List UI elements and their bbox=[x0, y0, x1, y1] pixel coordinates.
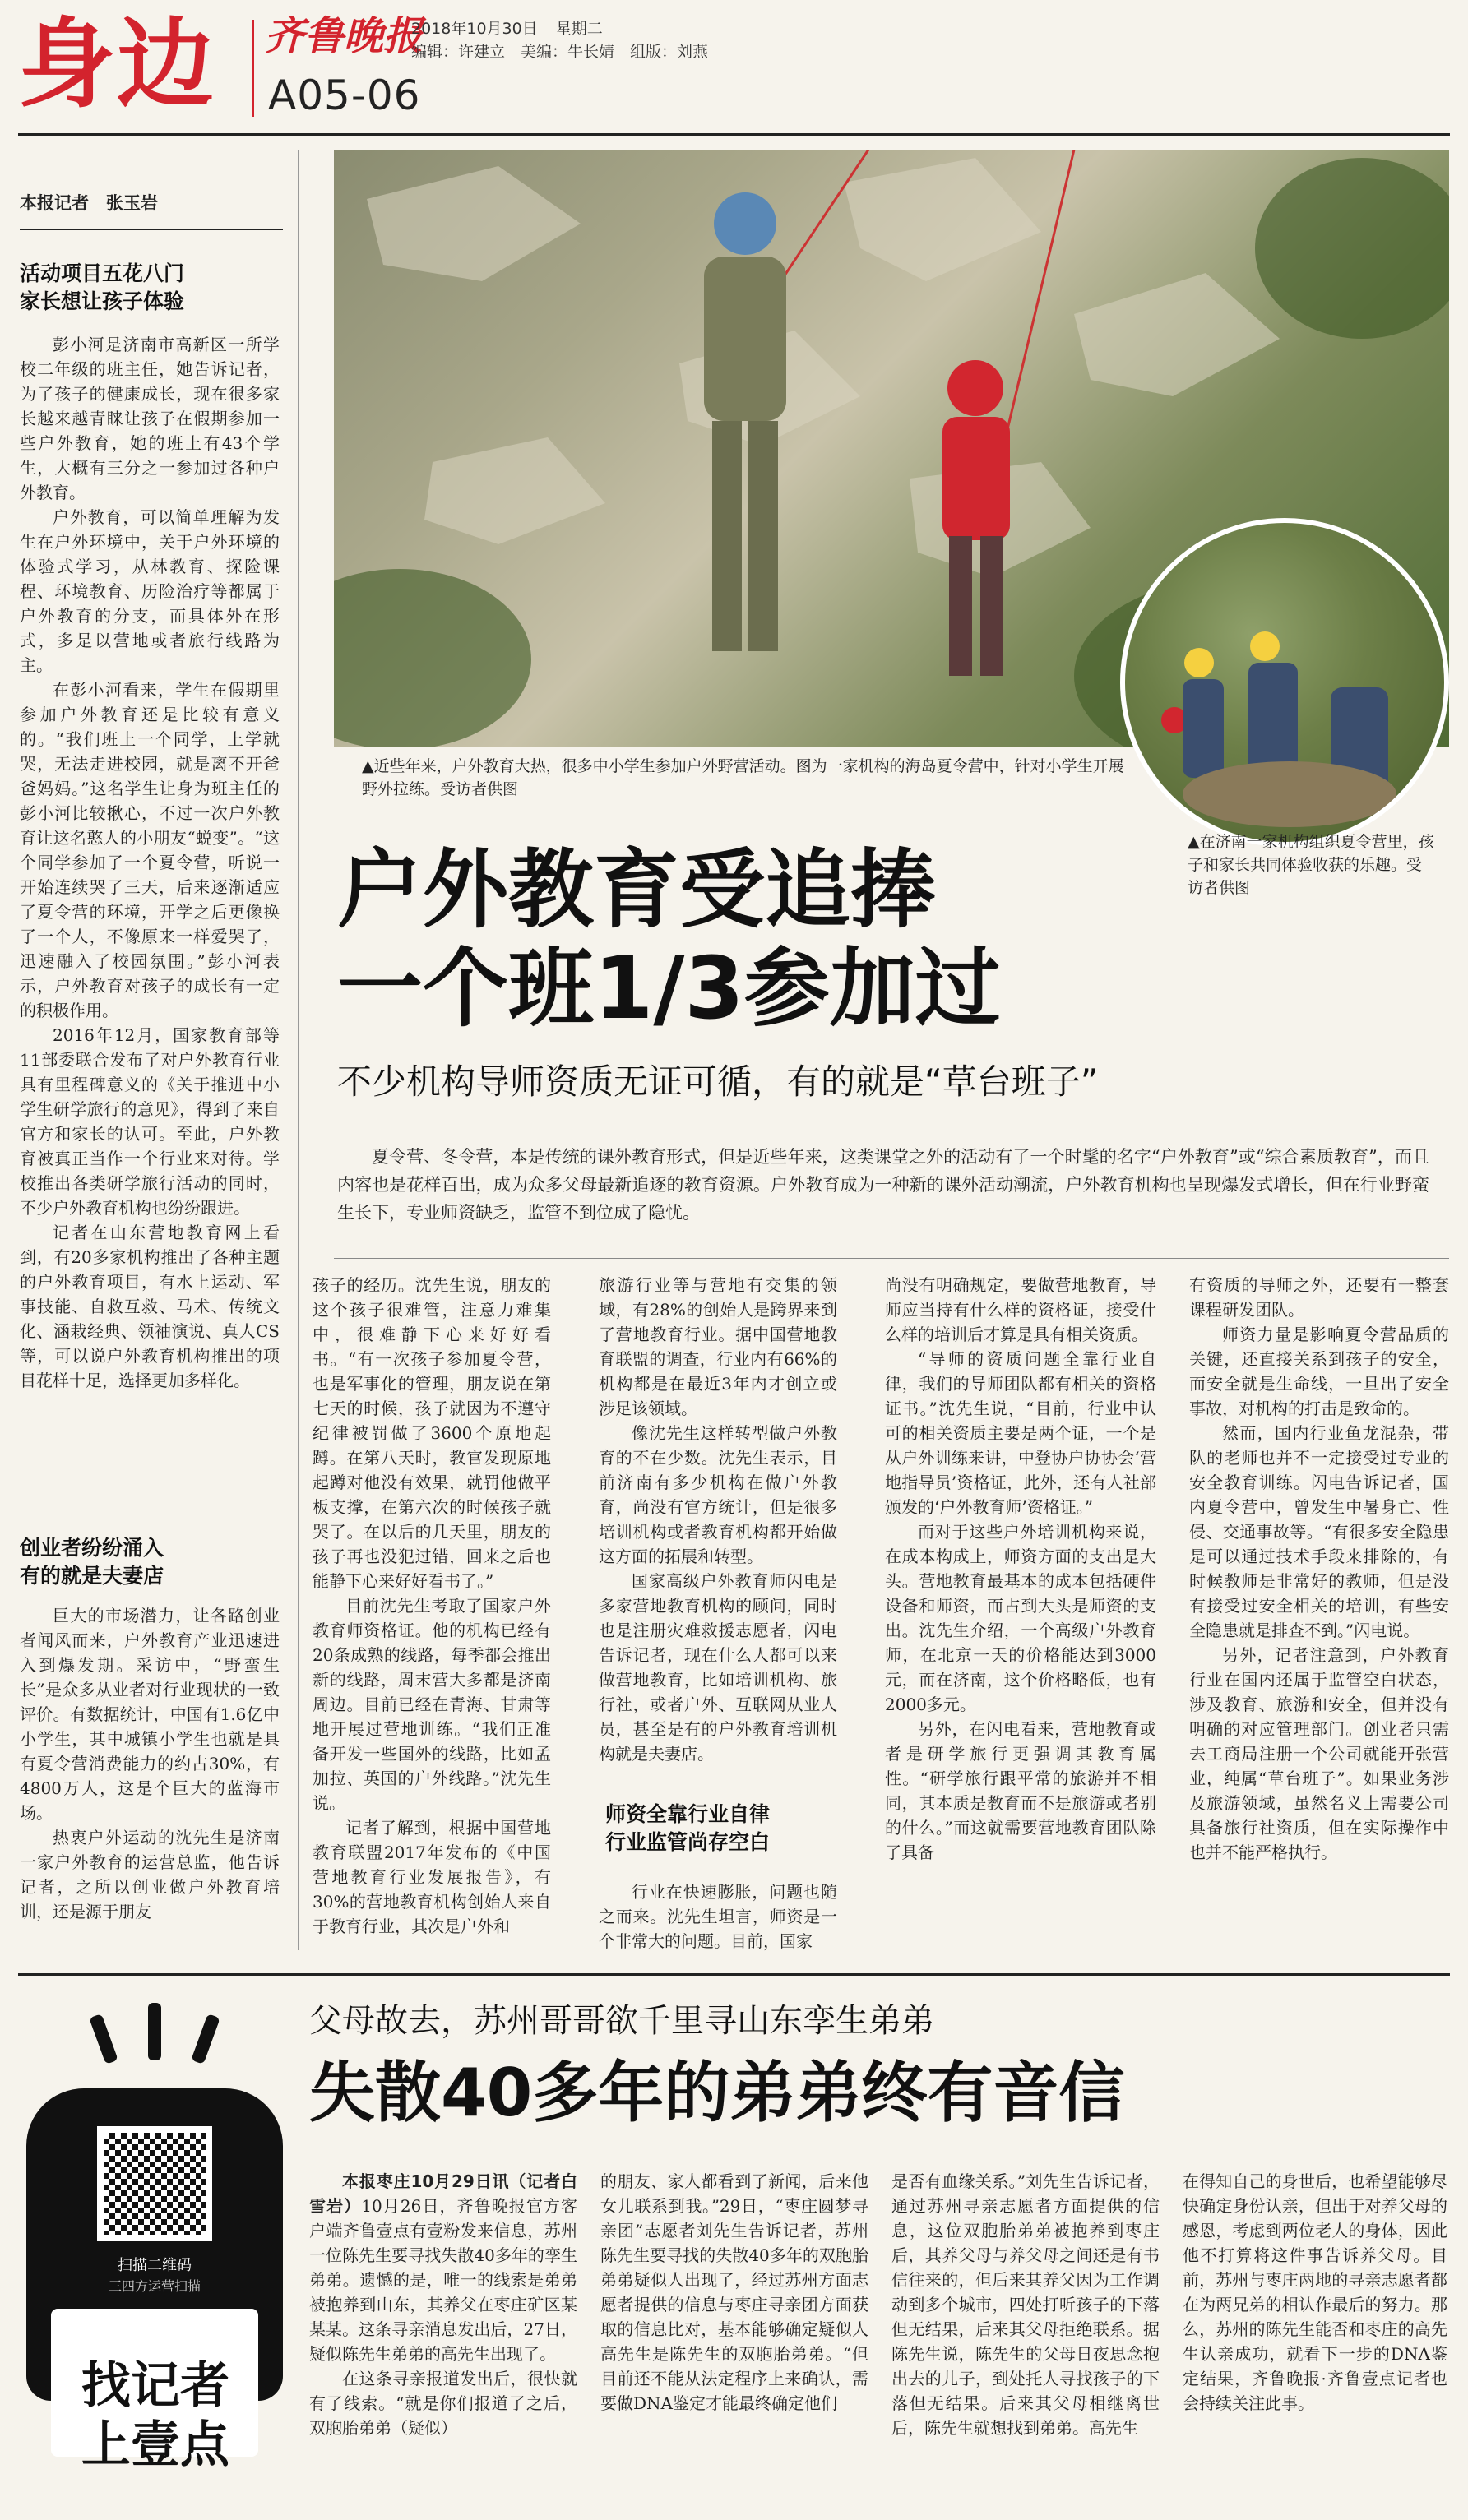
weekday-text: 星期二 bbox=[555, 20, 603, 38]
lead-paragraph bbox=[337, 1143, 1429, 1227]
subhead-line: 活动项目五花八门 bbox=[20, 261, 185, 285]
paragraph: 在彭小河看来，学生在假期里参加户外教育还是比较有意义的。“我们班上一个同学，上学就哭，无法走进校园，就是离不开爸爸妈妈。”这名学生让身为班主任的彭小河比较揪心，不过一次户外教育让这名憨人的小朋友“蜕变”。“这个同学参加了一个夏令营，听说一开始连续哭了三天，后来逐渐适应了夏令营的环境，开学之后更像换了一个人，不像原来一样爱哭了，迅速融入了校园氛围。”彭小河表示，户外教育对孩子的成长有一定的积极作用。 bbox=[20, 680, 280, 1020]
article2-column-1 bbox=[309, 2169, 577, 2440]
paragraph-text: 10月26日，齐鲁晚报官方客户端齐鲁壹点有壹粉发来信息，苏州一位陈先生要寻找失散40多年的孪生弟弟。遗憾的是，唯一的线索是弟弟被抱养到山东，其养父在枣庄矿区某某某。这条寻亲消息发出后，27日，疑似陈先生弟弟的高先生出现了。 bbox=[309, 2196, 577, 2364]
paragraph: 孩子的经历。沈先生说，朋友的这个孩子很难管，注意力难集中，很难静下心来好好看书。“有一次孩子参加夏令营，也是军事化的管理，朋友说在第七天的时候，孩子就因为不遵守纪律被罚做了3600个原地起蹲。在第八天时，教官发现原地起蹲对他没有效果，就罚他做平板支撑，在第六次的时候孩子就哭了。在以后的几天里，朋友的孩子再也没犯过错，回来之后也能静下心来好好看书了。” bbox=[313, 1275, 551, 1591]
column-3b bbox=[599, 1880, 837, 1954]
paragraph: 尚没有明确规定，要做营地教育，导师应当持有什么样的资格证，接受什么样的培训后才算是具有相关资质。 bbox=[885, 1275, 1156, 1344]
paragraph: 在得知自己的身世后，也希望能够尽快确定身份认亲，但出于对养父母的感恩，考虑到两位老人的身体，因此他不打算将这件事告诉养父母。目前，苏州与枣庄两地的寻亲志愿者都在为两兄弟的相认作最后的努力。那么，苏州的陈先生能否和枣庄的高先生认亲成功，就看下一步的DNA鉴定结果，齐鲁晚报·齐鲁壹点记者也会持续关注此事。 bbox=[1183, 2171, 1447, 2413]
left-column-divider bbox=[298, 150, 299, 1950]
photo-main-caption: ▲近些年来，户外教育大热，很多中小学生参加户外野营活动。图为一家机构的海岛夏令营中，针对小学生开展野外拉练。受访者供图 bbox=[362, 757, 1124, 798]
byline-rule bbox=[20, 229, 283, 230]
paragraph: 而对于这些户外培训机构来说，在成本构成上，师资方面的支出是大头。营地教育最基本的成本包括硬件设备和师资，而占到大头是师资的支出。沈先生介绍，一个高级户外教育师，在北京一天的价格能达到3000元，而在济南，这个价格略低，也有2000多元。 bbox=[885, 1522, 1156, 1714]
masthead-divider bbox=[252, 20, 254, 117]
paragraph: 有资质的导师之外，还要有一整套课程研发团队。 bbox=[1189, 1275, 1449, 1320]
paragraph: 2016年12月，国家教育部等11部委联合发布了对户外教育行业具有里程碑意义的《关于推进中小学生研学旅行的意见》，得到了来自官方和家长的认可。至此，户外教育被真正当作一个行业来对待。学校推出各类研学旅行活动的同时，不少户外教育机构也纷纷跟进。 bbox=[20, 1025, 280, 1218]
headline-line: 一个班1/3参加过 bbox=[337, 938, 1001, 1038]
subhead-line: 创业者纷纷涌入 bbox=[20, 1536, 164, 1560]
page-number: A05-06 bbox=[268, 72, 421, 119]
paragraph: 巨大的市场潜力，让各路创业者闻风而来，户外教育产业迅速进入到爆发期。采访中，“野蛮生长”是众多从业者对行业现状的一致评价。有数据统计，中国有1.6亿中小学生，其中城镇小学生也就是具有夏令营消费能力的约占30%，有4800万人，这是个巨大的蓝海市场。 bbox=[20, 1606, 280, 1823]
paragraph: “导师的资质问题全靠行业自律，我们的导师团队都有相关的资格证书。”沈先生说，“目前，行业中认可的相关资质主要是两个证，一个是从户外训练来讲，中登协户协协会‘营地指导员’资格证，此外，还有人社部颁发的‘户外教育师’资格证。” bbox=[885, 1349, 1156, 1517]
subhead-entrepreneurs bbox=[20, 1534, 283, 1590]
qr-subtext: 三四方运营扫描 bbox=[108, 2278, 201, 2294]
paragraph: 的朋友、家人都看到了新闻，后来他女儿联系到我。”29日，“枣庄圆梦寻亲团”志愿者刘先生告诉记者，苏州陈先生要寻找的失散40多年的双胞胎弟弟疑似人出现了，经过苏州方面志愿者提供的信息与枣庄寻亲团方面获取的信息比对，基本能够确定疑似人高先生是陈先生的双胞胎弟弟。“但目前还不能从法定程序上来确认，需要做DNA鉴定才能最终确定他们 bbox=[600, 2171, 868, 2413]
paragraph: 旅游行业等与营地有交集的领域，有28%的创始人是跨界来到了营地教育行业。据中国营地教育联盟的调查，行业内有66%的机构都是在最近3年内才创立或涉足该领域。 bbox=[599, 1275, 837, 1418]
promo-box bbox=[20, 1998, 291, 2499]
promo-line: 找记者 bbox=[81, 2357, 229, 2415]
subhead-line: 师资全靠行业自律 bbox=[605, 1802, 771, 1826]
article2-column-4 bbox=[1183, 2169, 1447, 2416]
subhead-activities bbox=[20, 260, 283, 316]
date-text: 2018年10月30日 bbox=[411, 20, 538, 38]
paragraph: 师资力量是影响夏令营品质的关键，还直接关系到孩子的安全，而安全就是生命线，一旦出了安全事故，对机构的打击是致命的。 bbox=[1189, 1325, 1449, 1418]
masthead-rule bbox=[18, 133, 1450, 136]
subhead-teachers bbox=[605, 1801, 844, 1856]
subhead-line: 有的就是夫妻店 bbox=[20, 1564, 164, 1588]
lead-rule bbox=[334, 1258, 1449, 1259]
promo-card bbox=[26, 2088, 283, 2401]
paragraph: 另外，记者注意到，户外教育行业在国内还属于监管空白状态，涉及教育、旅游和安全，但并没有明确的对应管理部门。创业者只需去工商局注册一个公司就能开张营业，纯属“草台班子”。如果业务涉及旅游领域，虽然名义上需要公司具备旅行社资质，但在实际操作中也并不能严格执行。 bbox=[1189, 1645, 1449, 1862]
paper-logo: 齐鲁晚报 bbox=[265, 13, 424, 59]
paragraph: 热衷户外运动的沈先生是济南一家户外教育的运营总监，他告诉记者，之所以创业做户外教育培训，还是源于朋友 bbox=[20, 1828, 280, 1921]
left-column-text-a bbox=[20, 332, 280, 1393]
byline: 本报记者 张玉岩 bbox=[20, 193, 158, 213]
paragraph: 记者了解到，根据中国营地教育联盟2017年发布的《中国营地教育行业发展报告》，有30%的营地教育机构创始人来自于教育行业，其次是户外和 bbox=[313, 1818, 551, 1936]
masthead-date bbox=[411, 18, 603, 39]
photo-inset bbox=[1120, 518, 1449, 847]
article2-headline: 失散40多年的弟弟终有音信 bbox=[309, 2055, 1125, 2131]
paragraph: 彭小河是济南市高新区一所学校二年级的班主任，她告诉记者，为了孩子的健康成长，现在很多家长越来越青睐让孩子在假期参加一些户外教育，她的班上有43个学生，大概有三分之一参加过各种户外教育。 bbox=[20, 335, 280, 502]
headline-line: 户外教育受追捧 bbox=[337, 839, 937, 940]
paragraph: 户外教育，可以简单理解为发生在户外环境中，关于户外环境的体验式学习，从林教育、探险课程、环境教育、历险治疗等都属于户外教育的分支，而具体外在形式，多是以营地或者旅行线路为主。 bbox=[20, 507, 280, 675]
promo-label bbox=[53, 2356, 258, 2475]
photo-inset-caption: ▲在济南一家机构组织夏令营里，孩子和家长共同体验收获的乐趣。受访者供图 bbox=[1188, 833, 1434, 897]
paragraph: 国家高级户外教育师闪电是多家营地教育机构的顾问，同时也是注册灾难救援志愿者，闪电告诉记者，现在什么人都可以来做营地教育，比如培训机构、旅行社，或者户外、互联网从业人员，甚至是有的户外教育培训机构就是夫妻店。 bbox=[599, 1571, 837, 1764]
subhead-line: 家长想让孩子体验 bbox=[20, 289, 185, 313]
article2-kicker: 父母故去，苏州哥哥欲千里寻山东孪生弟弟 bbox=[309, 2002, 934, 2040]
masthead-editors: 编辑：许建立 美编：牛长婧 组版：刘燕 bbox=[411, 43, 709, 61]
paragraph: 行业在快速膨胀，问题也随之而来。沈先生坦言，师资是一个非常大的问题。目前，国家 bbox=[599, 1882, 837, 1951]
lead-text: 夏令营、冬令营，本是传统的课外教育形式，但是近些年来，这类课堂之外的活动有了一个时髦的名字“户外教育”或“综合素质教育”，而且内容也是花样百出，成为众多父母最新追逐的教育资源。户外教育成为一种新的课外活动潮流，户外教育机构也呈现爆发式增长，但在行业野蛮生长下，专业师资缺乏，监管不到位成了隐忧。 bbox=[337, 1147, 1429, 1223]
qr-code[interactable] bbox=[97, 2126, 212, 2241]
dateline-text: 本报枣庄10月29日讯（记者白雪岩） bbox=[309, 2171, 577, 2216]
paragraph: 是否有血缘关系。”刘先生告诉记者，通过苏州寻亲志愿者方面提供的信息，这位双胞胎弟弟被抱养到枣庄后，其养父母与养父母之间还是有书信往来的，但后来其养父因为工作调动到多个城市，四处打听孩子的下落但无结果，后来其父母拒绝联系。据陈先生说，陈先生的父母日夜思念抱出去的儿子，到处托人寻找孩子的下落但无结果。后来其父母相继离世后，陈先生就想找到弟弟。高先生 bbox=[891, 2171, 1160, 2438]
deck: 不少机构导师资质无证可循，有的就是“草台班子” bbox=[337, 1061, 1099, 1102]
section-title: 身边 bbox=[18, 7, 216, 121]
subhead-line: 行业监管尚存空白 bbox=[605, 1830, 771, 1854]
article2-column-3 bbox=[891, 2169, 1160, 2440]
left-column-text-b bbox=[20, 1603, 280, 1924]
paragraph: 记者在山东营地教育网上看到，有20多家机构推出了各种主题的户外教育项目，有水上运动、军事技能、自救互救、马术、传统文化、涵栽经典、领袖演说、真人CS等，可以说户外教育机构推出的项目花样十足，选择更加多样化。 bbox=[20, 1223, 280, 1390]
paragraph: 另外，在闪电看来，营地教育或者是研学旅行更强调其教育属性。“研学旅行跟平常的旅游并不相同，其本质是教育而不是旅游或者别的什么。”而这就需要营地教育团队除了具备 bbox=[885, 1719, 1156, 1862]
column-2 bbox=[313, 1273, 551, 1939]
article-separator bbox=[18, 1973, 1450, 1976]
main-headline bbox=[337, 840, 1001, 1038]
promo-line: 上壹点 bbox=[81, 2416, 229, 2474]
paragraph: 目前沈先生考取了国家户外教育师资格证。他的机构已经有20条成熟的线路，每季都会推出新的线路，周末营大多都是济南周边。目前已经在青海、甘肃等地开展过营地训练。“我们正准备开发一些国外的线路，比如孟加拉、英国的户外线路。”沈先生说。 bbox=[313, 1596, 551, 1813]
article2-column-2 bbox=[600, 2169, 868, 2416]
paragraph: 像沈先生这样转型做户外教育的不在少数。沈先生表示，目前济南有多少机构在做户外教育，尚没有官方统计，但是很多培训机构或者教育机构都开始做这方面的拓展和转型。 bbox=[599, 1423, 837, 1566]
paragraph: 在这条寻亲报道发出后，很快就有了线索。“就是你们报道了之后，双胞胎弟弟（疑似） bbox=[309, 2369, 577, 2438]
inset-scene bbox=[1125, 523, 1444, 842]
dateline bbox=[309, 2169, 577, 2366]
column-3 bbox=[599, 1273, 837, 1766]
qr-pattern bbox=[104, 2133, 206, 2235]
qr-label: 扫描二维码 bbox=[118, 2257, 192, 2274]
paragraph: 然而，国内行业鱼龙混杂，带队的老师也并不一定接受过专业的安全教育训练。闪电告诉记者，国内夏令营中，曾发生中暑身亡、性侵、交通事故等。“有很多安全隐患是可以通过技术手段来排除的，有时候教师是非常好的教师，但是没有接受过安全相关的培训，有些安全隐患就是排查不到。”闪电说。 bbox=[1189, 1423, 1449, 1640]
column-5 bbox=[1189, 1273, 1449, 1865]
child-figure bbox=[942, 360, 1010, 676]
column-4 bbox=[885, 1273, 1156, 1865]
